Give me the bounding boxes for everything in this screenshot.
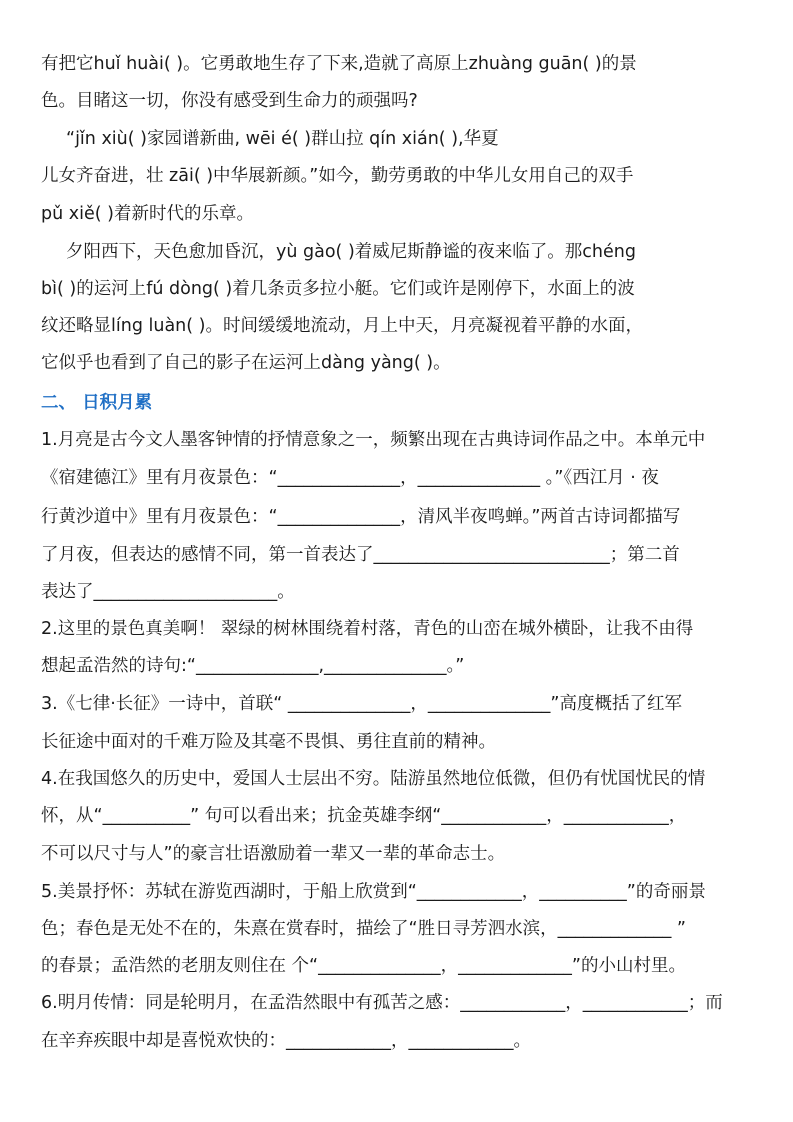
paragraph-line: 它似乎也看到了自己的影子在运河上dàng yàng( )。 — [41, 353, 451, 373]
question-line: 色；春色是无处不在的，朱熹在赏春时，描绘了“胜日寻芳泗水滨，_____________ ” — [41, 919, 686, 939]
paragraph-line: “jǐn xiù( )家园谱新曲, wēi é( )群山拉 qín xián( ),华夏 — [66, 129, 499, 149]
question-line: 的春景；孟浩然的老朋友则住在 个“______________，_____________”的小山村里。 — [41, 956, 686, 976]
paragraph-line: 色。目睹这一切，你没有感受到生命力的顽强吗? — [41, 91, 418, 111]
question-line: 4.在我国悠久的历史中，爱国人士层出不穷。陆游虽然地位低微，但仍有忧国忧民的情 — [41, 769, 706, 789]
question-line: 3.《七律·长征》一诗中，首联“ ______________，______________”高度概括了红军 — [41, 694, 682, 714]
question-line: 表达了_____________________。 — [41, 582, 295, 602]
question-line: 2.这里的景色真美啊！ 翠绿的树林围绕着村落，青色的山峦在城外横卧，让我不由得 — [41, 619, 694, 639]
paragraph-line: 纹还略显líng luàn( )。时间缓缓地流动，月上中天，月亮凝视着平静的水面， — [41, 316, 643, 336]
question-line: 1.月亮是古今文人墨客钟情的抒情意象之一，频繁出现在古典诗词作品之中。本单元中 — [41, 430, 706, 450]
paragraph-line: 儿女齐奋进，壮 zāi( )中华展新颜。”如今，勤劳勇敢的中华儿女用自己的双手 — [41, 166, 634, 186]
question-line: 6.明月传情：同是轮明月，在孟浩然眼中有孤苦之感：____________，____________；而 — [41, 993, 723, 1013]
question-line: 《宿建德江》里有月夜景色：“______________，______________ 。”《西江月 · 夜 — [41, 468, 659, 488]
paragraph-line: bì( )的运河上fú dòng( )着几条贡多拉小艇。它们或许是刚停下，水面上的波 — [41, 279, 635, 299]
question-line: 怀，从“__________” 句可以看出来；抗金英雄李纲“____________，____________， — [41, 806, 687, 826]
question-line: 了月夜，但表达的感情不同，第一首表达了___________________________；第二首 — [41, 545, 680, 565]
question-line: 长征途中面对的千难万险及其毫不畏惧、勇往直前的精神。 — [41, 732, 496, 752]
question-line: 5.美景抒怀：苏轼在游览西湖时，于船上欣赏到“____________，__________”的奇丽景 — [41, 882, 706, 902]
question-line: 想起孟浩然的诗句:“______________,______________。” — [41, 656, 465, 676]
paragraph-line: 夕阳西下，天色愈加昏沉，yù gào( )着威尼斯静谧的夜来临了。那chéng — [66, 242, 636, 262]
question-line: 在辛弃疾眼中却是喜悦欢快的：____________，____________。 — [41, 1031, 531, 1051]
question-line: 不可以尺寸与人”的豪言壮语激励着一辈又一辈的革命志士。 — [41, 844, 506, 864]
paragraph-line: pǔ xiě( )着新时代的乐章。 — [41, 204, 254, 224]
section-heading: 二、 日积月累 — [41, 393, 153, 413]
paragraph-line: 有把它huǐ huài( )。它勇敢地生存了下来,造就了高原上zhuàng guān( )的景 — [41, 54, 637, 74]
question-line: 行黄沙道中》里有月夜景色：“______________，清风半夜鸣蝉。”两首古诗词都描写 — [41, 507, 681, 527]
